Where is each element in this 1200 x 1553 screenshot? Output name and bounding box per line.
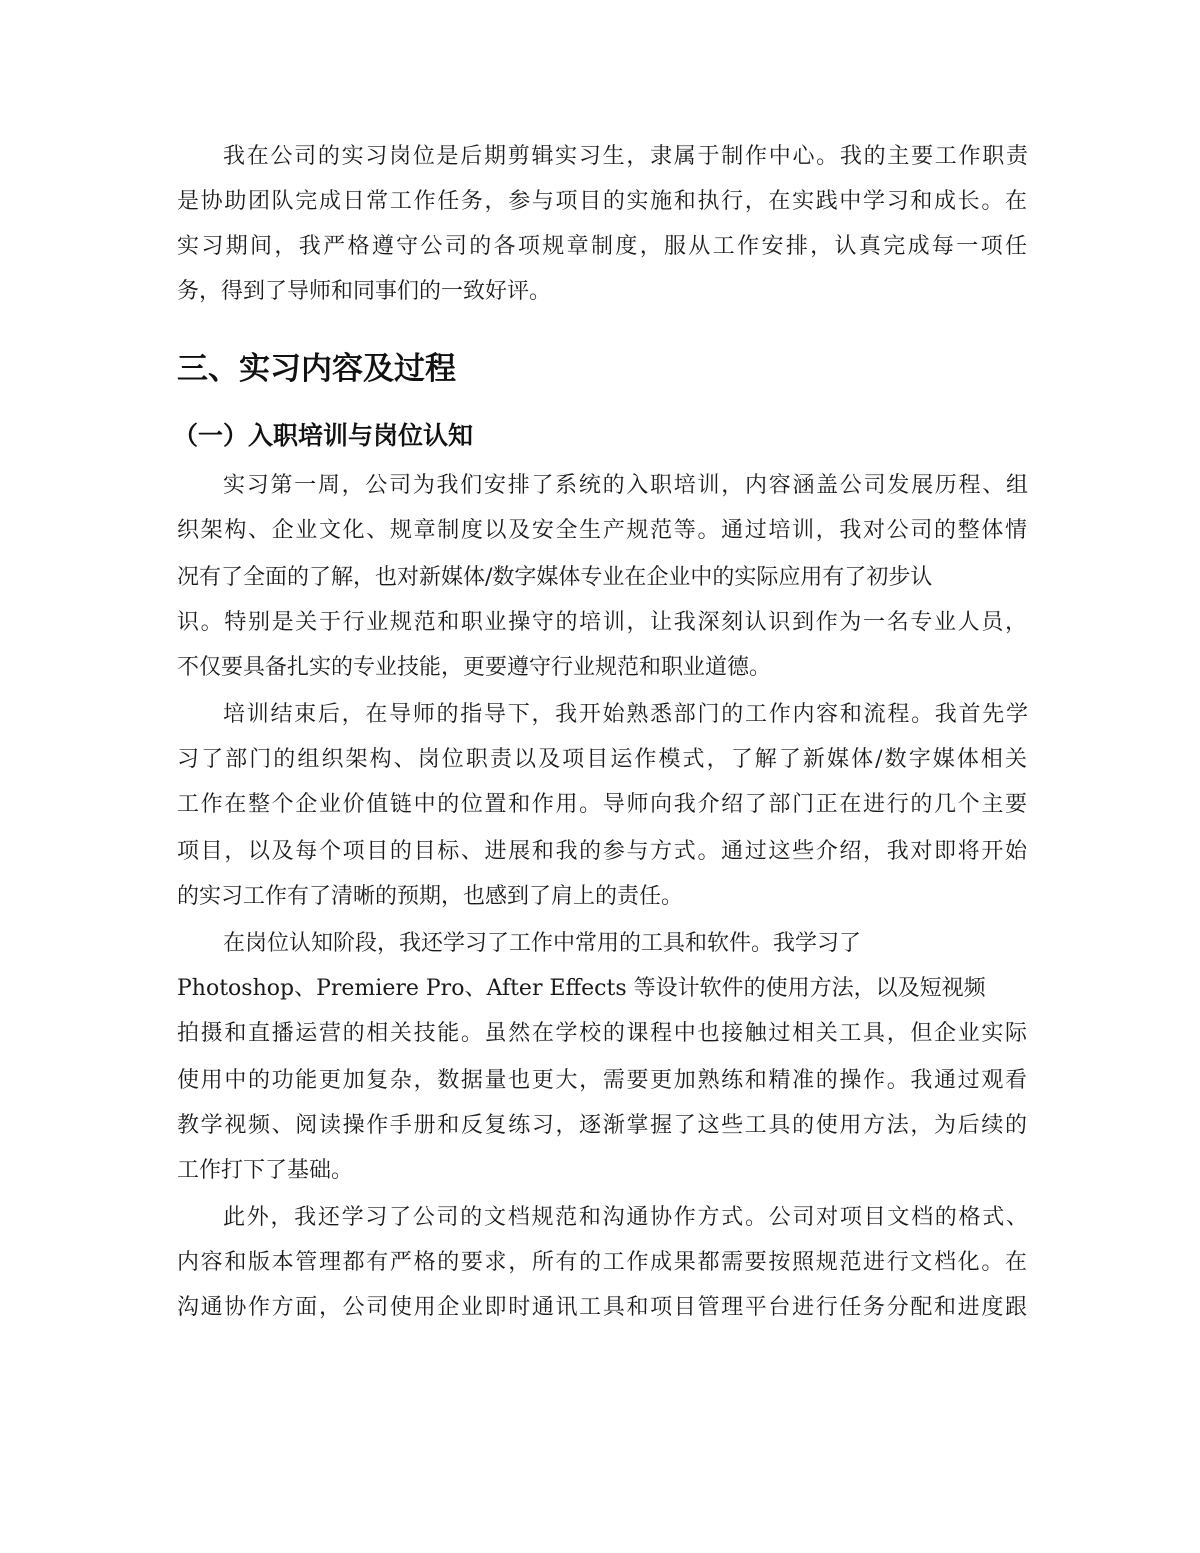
text-line: 培训结束后，在导师的指导下，我开始熟悉部门的工作内容和流程。我首先学 [223, 702, 1028, 727]
text-line: 使用中的功能更加复杂，数据量也更大，需要更加熟练和精准的操作。我通过观看 [177, 1068, 1027, 1093]
text-line: 实习第一周，公司为我们安排了系统的入职培训，内容涵盖公司发展历程、组 [223, 473, 1028, 498]
text-line: Photoshop、Premiere Pro、After Effects 等设计软件的使用方法，以及短视频 [177, 976, 986, 1001]
text-line: 是协助团队完成日常工作任务，参与项目的实施和执行，在实践中学习和成长。在 [177, 189, 1027, 214]
subsection-heading: （一）入职培训与岗位认知 [173, 421, 474, 450]
text-line: 在岗位认知阶段，我还学习了工作中常用的工具和软件。我学习了 [223, 931, 862, 956]
text-line: 务，得到了导师和同事们的一致好评。 [177, 279, 552, 304]
text-line: 项目，以及每个项目的目标、进展和我的参与方式。通过这些介绍，我对即将开始 [177, 839, 1027, 864]
text-line: 的实习工作有了清晰的预期，也感到了肩上的责任。 [177, 884, 684, 909]
text-line: 不仅要具备扎实的专业技能，更要遵守行业规范和职业道德。 [177, 655, 772, 680]
text-line: 工作打下了基础。 [177, 1158, 354, 1183]
text-line: 沟通协作方面，公司使用企业即时通讯工具和项目管理平台进行任务分配和进度跟 [177, 1295, 1027, 1320]
text-line: 我在公司的实习岗位是后期剪辑实习生，隶属于制作中心。我的主要工作职责 [223, 144, 1028, 169]
text-line: 教学视频、阅读操作手册和反复练习，逐渐掌握了这些工具的使用方法，为后续的 [177, 1113, 1027, 1138]
text-line: 识。特别是关于行业规范和职业操守的培训，让我深刻认识到作为一名专业人员， [177, 610, 1027, 635]
text-line: 织架构、企业文化、规章制度以及安全生产规范等。通过培训，我对公司的整体情 [177, 518, 1027, 543]
text-line: 内容和版本管理都有严格的要求，所有的工作成果都需要按照规范进行文档化。在 [177, 1250, 1027, 1275]
section-heading: 三、实习内容及过程 [177, 351, 456, 387]
text-line: 工作在整个企业价值链中的位置和作用。导师向我介绍了部门正在进行的几个主要 [177, 792, 1027, 817]
text-line: 此外，我还学习了公司的文档规范和沟通协作方式。公司对项目文档的格式、 [223, 1205, 1028, 1230]
text-line: 习了部门的组织架构、岗位职责以及项目运作模式，了解了新媒体/数字媒体相关 [177, 747, 1027, 772]
text-line: 拍摄和直播运营的相关技能。虽然在学校的课程中也接触过相关工具，但企业实际 [177, 1021, 1027, 1046]
text-line: 况有了全面的了解，也对新媒体/数字媒体专业在企业中的实际应用有了初步认 [177, 565, 933, 590]
text-line: 实习期间，我严格遵守公司的各项规章制度，服从工作安排，认真完成每一项任 [177, 234, 1027, 259]
